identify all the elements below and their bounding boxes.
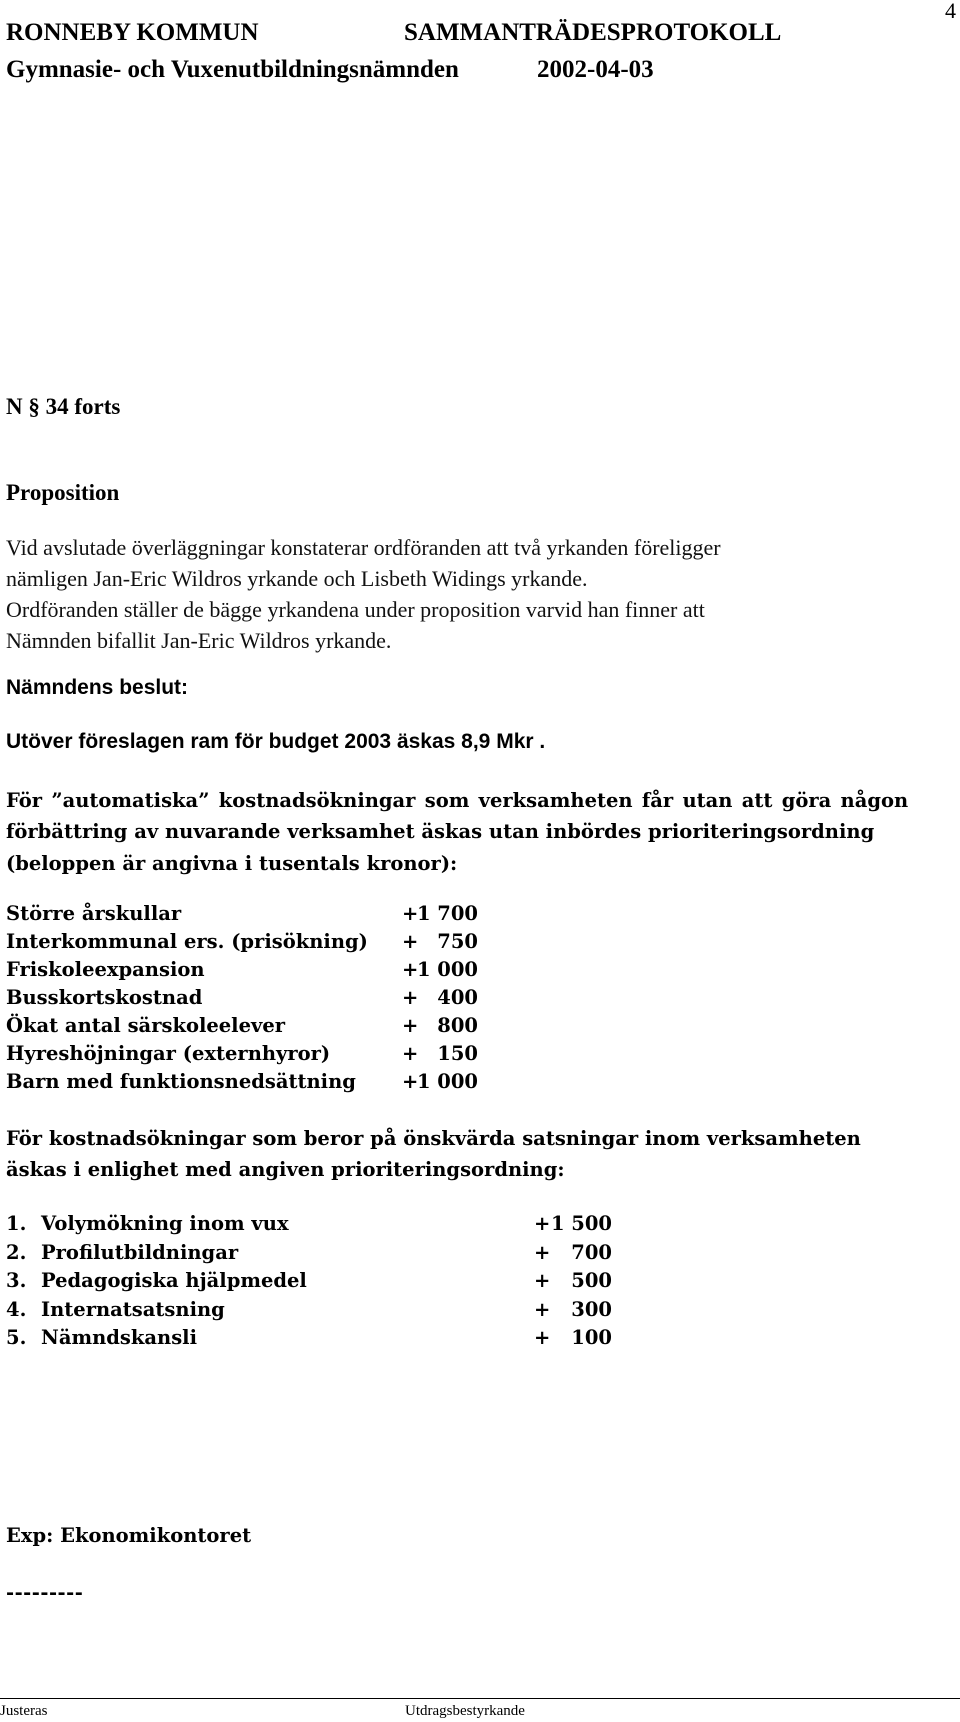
list-item <box>6 926 486 954</box>
list-item <box>6 1237 626 1266</box>
item-amount: 100 <box>571 1326 612 1349</box>
committee-name: Gymnasie- och Vuxenutbildningsnämnden <box>6 56 459 83</box>
list-item <box>6 1010 486 1038</box>
item-label: Internatsatsning <box>41 1297 225 1321</box>
item-label: Hyreshöjningar (externhyror) <box>6 1042 331 1065</box>
item-label: Barn med funktionsnedsättning <box>6 1070 356 1093</box>
priority-costs-intro <box>6 1123 861 1186</box>
municipality-name: RONNEBY KOMMUN <box>6 19 259 46</box>
intro-line: För kostnadsökningar som beror på önskvärda satsningar inom verksamheten <box>6 1127 861 1150</box>
item-amount: 800 <box>437 1014 478 1037</box>
separator-dashes: --------- <box>6 1581 84 1604</box>
item-sign: + <box>402 1014 419 1037</box>
footer-divider <box>0 1698 960 1699</box>
list-item <box>6 898 486 926</box>
automatic-costs-intro <box>6 785 908 879</box>
item-amount: 500 <box>571 1269 612 1292</box>
item-amount: 1 500 <box>550 1212 612 1235</box>
list-item <box>6 1265 626 1294</box>
item-label: Nämndskansli <box>41 1326 197 1349</box>
item-label: Pedagogiska hjälpmedel <box>41 1269 307 1292</box>
item-amount: 1 000 <box>416 958 478 981</box>
item-sign: + <box>534 1240 551 1264</box>
proposition-line: nämligen Jan-Eric Wildros yrkande och Lisbeth Widings yrkande. <box>6 566 588 591</box>
list-item <box>6 954 486 982</box>
budget-statement: Utöver föreslagen ram för budget 2003 äskas 8,9 Mkr . <box>6 730 546 753</box>
list-item <box>6 1322 626 1351</box>
item-sign: + <box>534 1297 551 1321</box>
distribution-note: Exp: Ekonomikontoret <box>6 1524 252 1547</box>
item-sign: + <box>402 958 419 981</box>
item-number: 1. <box>6 1212 27 1235</box>
meeting-date: 2002-04-03 <box>537 56 654 83</box>
decision-heading: Nämndens beslut: <box>6 676 189 699</box>
item-amount: 1 000 <box>416 1070 478 1093</box>
item-amount: 150 <box>437 1042 478 1065</box>
item-sign: + <box>402 902 419 925</box>
intro-line: förbättring av nuvarande verksamhet äskas utan inbördes prioriteringsordning <box>6 820 875 844</box>
page-number: 4 <box>945 0 956 23</box>
item-amount: 400 <box>437 986 478 1009</box>
item-number: 3. <box>6 1269 27 1292</box>
item-label: Busskortskostnad <box>6 986 203 1009</box>
item-sign: + <box>534 1212 551 1235</box>
item-label: Profilutbildningar <box>41 1240 239 1264</box>
footer-certified-label: Utdragsbestyrkande <box>405 1703 525 1719</box>
item-label: Interkommunal ers. (prisökning) <box>6 930 368 953</box>
item-sign: + <box>402 930 419 953</box>
footer-approved-label: Justeras <box>0 1703 48 1719</box>
item-label: Ökat antal särskoleelever <box>6 1014 286 1037</box>
item-number: 2. <box>6 1240 27 1264</box>
item-amount: 300 <box>571 1297 612 1321</box>
list-item <box>6 1208 626 1237</box>
proposition-line: Ordföranden ställer de bägge yrkandena under proposition varvid han finner att <box>6 597 705 622</box>
item-label: Friskoleexpansion <box>6 958 205 981</box>
intro-line: För ”automatiska” kostnadsökningar som verksamheten får utan att göra någon <box>6 789 909 812</box>
proposition-heading: Proposition <box>6 480 120 505</box>
automatic-costs-list <box>6 898 486 1094</box>
item-sign: + <box>402 1042 419 1065</box>
list-item <box>6 1038 486 1066</box>
list-item <box>6 1066 486 1094</box>
section-reference: N § 34 forts <box>6 394 121 419</box>
document-type: SAMMANTRÄDESPROTOKOLL <box>404 19 782 46</box>
intro-line: äskas i enlighet med angiven prioriteringsordning: <box>6 1158 565 1182</box>
item-number: 5. <box>6 1326 27 1349</box>
item-number: 4. <box>6 1297 27 1321</box>
list-item <box>6 1294 626 1323</box>
item-label: Större årskullar <box>6 902 182 925</box>
proposition-line: Vid avslutade överläggningar konstaterar ordföranden att två yrkanden föreligger <box>6 535 721 560</box>
proposition-text <box>6 532 721 656</box>
proposition-line: Nämnden bifallit Jan-Eric Wildros yrkande. <box>6 628 392 653</box>
item-sign: + <box>534 1326 551 1349</box>
item-sign: + <box>402 1070 419 1093</box>
list-item <box>6 982 486 1010</box>
item-amount: 700 <box>571 1240 612 1264</box>
item-amount: 750 <box>437 930 478 953</box>
intro-line: (beloppen är angivna i tusentals kronor): <box>6 851 458 875</box>
item-sign: + <box>402 986 419 1009</box>
item-sign: + <box>534 1269 551 1292</box>
priority-costs-list <box>6 1208 626 1351</box>
item-label: Volymökning inom vux <box>41 1212 289 1235</box>
item-amount: 1 700 <box>416 902 478 925</box>
